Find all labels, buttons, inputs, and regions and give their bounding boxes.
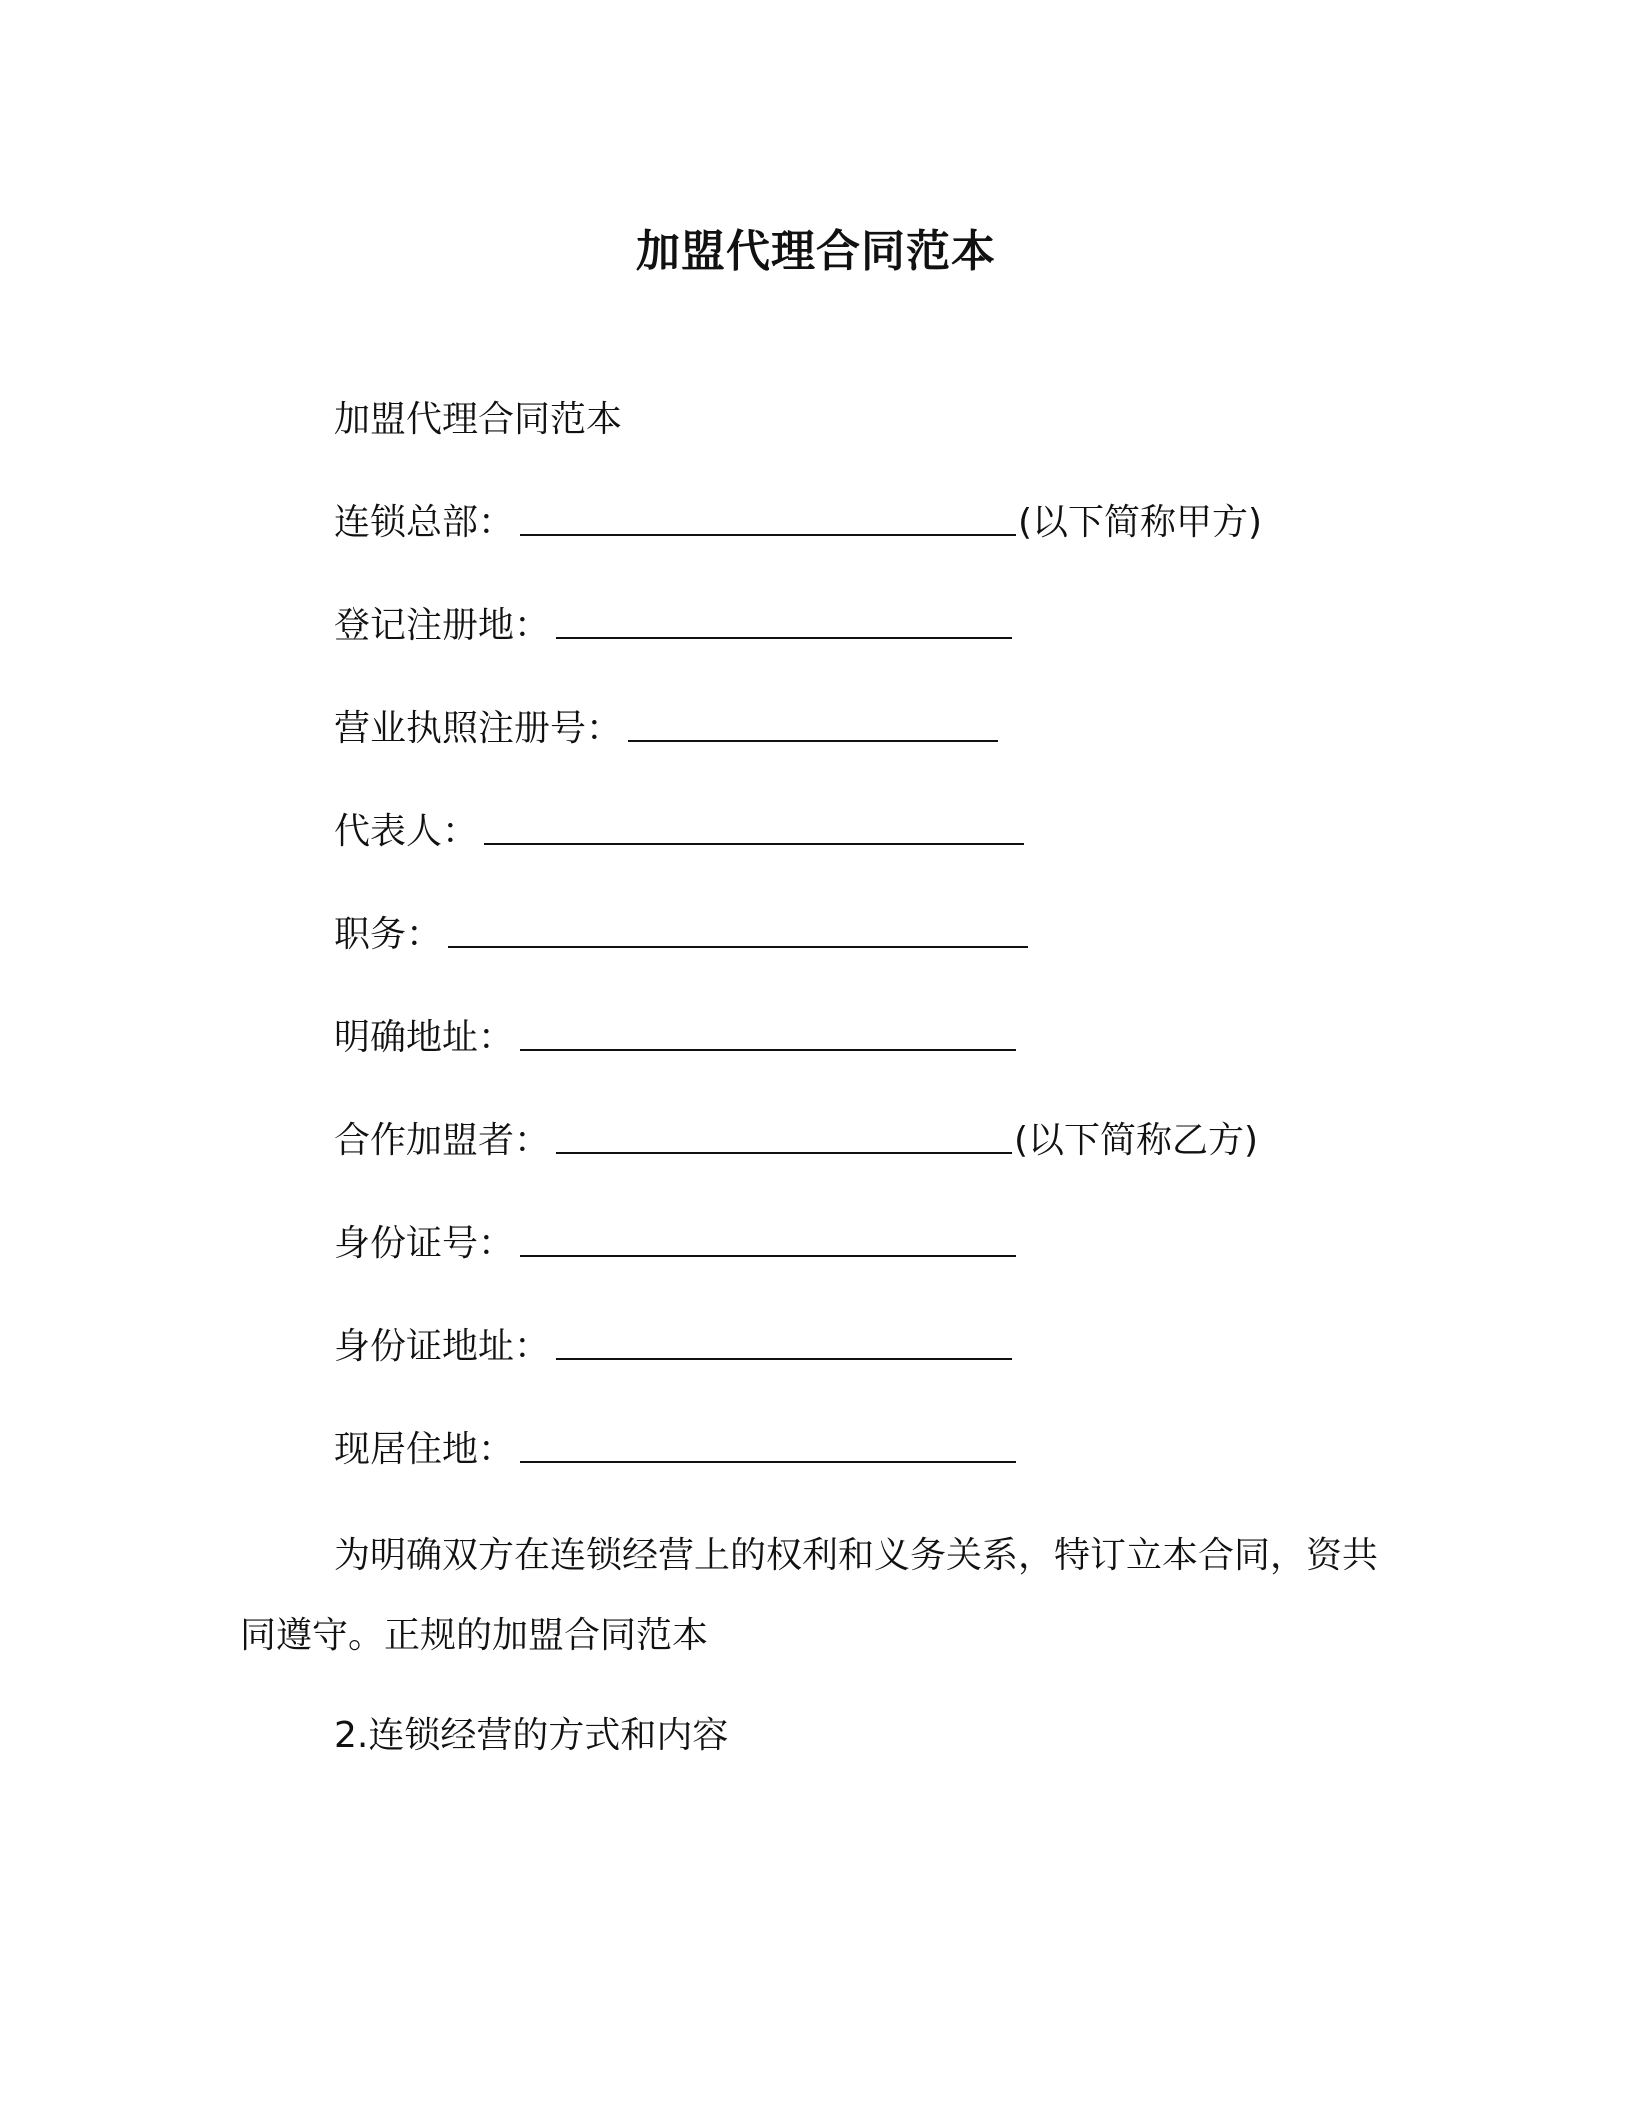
- fill-in-blank[interactable]: [520, 1253, 1016, 1257]
- field-label: 身份证号：: [334, 1223, 515, 1264]
- field-row-id-number: [334, 1219, 1018, 1269]
- field-label: 营业执照注册号：: [334, 708, 623, 749]
- fill-in-blank[interactable]: [556, 1356, 1012, 1360]
- field-suffix: (以下简称乙方): [1014, 1120, 1259, 1161]
- field-label: 职务：: [334, 914, 443, 955]
- fill-in-blank[interactable]: [556, 635, 1012, 639]
- field-row-license-number: [334, 704, 1000, 754]
- section-heading: 2.连锁经营的方式和内容: [334, 1715, 729, 1756]
- fill-in-blank[interactable]: [556, 1150, 1012, 1154]
- fill-in-blank[interactable]: [484, 841, 1024, 845]
- field-label: 连锁总部：: [334, 502, 515, 543]
- fill-in-blank[interactable]: [628, 738, 998, 742]
- field-row-position: [334, 910, 1030, 960]
- field-row-id-address: [334, 1322, 1014, 1372]
- field-row-current-residence: [334, 1425, 1018, 1475]
- fill-in-blank[interactable]: [520, 1047, 1016, 1051]
- field-row-representative: [334, 807, 1026, 857]
- fill-in-blank[interactable]: [448, 944, 1028, 948]
- field-label: 身份证地址：: [334, 1326, 551, 1367]
- field-row-headquarters: [334, 498, 1262, 548]
- fill-in-blank[interactable]: [520, 532, 1016, 536]
- field-label: 现居住地：: [334, 1429, 515, 1470]
- fill-in-blank[interactable]: [520, 1459, 1016, 1463]
- field-label: 合作加盟者：: [334, 1120, 551, 1161]
- field-label: 明确地址：: [334, 1017, 515, 1058]
- field-label: 代表人：: [334, 811, 479, 852]
- field-row-address: [334, 1013, 1018, 1063]
- field-suffix: (以下简称甲方): [1018, 502, 1263, 543]
- field-label: 登记注册地：: [334, 605, 551, 646]
- field-row-registration-place: [334, 601, 1014, 651]
- document-title: 加盟代理合同范本: [636, 226, 996, 277]
- purpose-paragraph: 为明确双方在连锁经营上的权利和义务关系，特订立本合同，资共同遵守。正规的加盟合同范本: [240, 1535, 1379, 1656]
- document-subtitle: 加盟代理合同范本: [334, 399, 623, 440]
- field-row-franchisee: [334, 1116, 1258, 1166]
